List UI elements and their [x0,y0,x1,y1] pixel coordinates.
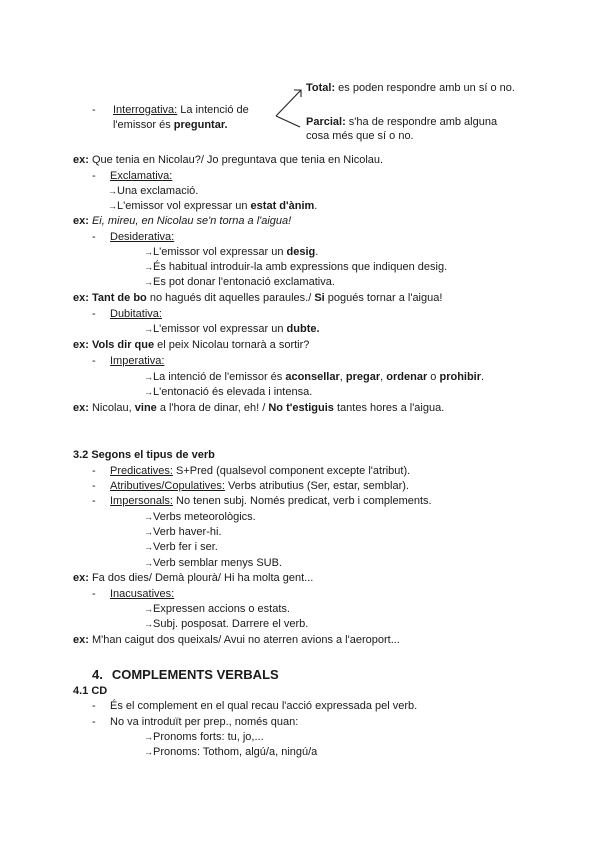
atributives-label: Atributives/Copulatives: [110,480,225,492]
arrow-icon: → [144,387,153,397]
arrow-icon: → [144,732,153,742]
item-text: Verb semblar menys SUB. [153,557,282,569]
ex-label: ex: [73,634,89,646]
imperativa-item-2 [144,386,312,399]
inacusatives-item-2 [144,618,308,631]
impersonals-item-1 [144,511,256,524]
interrogativa-label: Interrogativa: [113,104,178,116]
interrogativa-desc: La intenció de [177,104,249,116]
list-dash: - [92,716,96,728]
exclamativa-item-2 [108,200,317,213]
tant-de-bo-bold: Tant de bo [88,292,147,304]
parcial-label: Parcial: [306,116,346,128]
list-dash: - [92,104,96,116]
item-text: Pronoms: Tothom, algú/a, ningú/a [153,746,318,758]
impersonals-item-4 [144,557,282,570]
cd-item-2: No va introduït per prep., només quan: [110,716,299,728]
example-text: M'han caigut dos queixals/ Avui no aterren avions a l'aeroport... [88,634,400,646]
example-2 [73,215,291,228]
section-4-heading [92,667,279,683]
section-3-2-title: 3.2 Segons el tipus de verb [73,449,215,461]
item-text: Es pot donar l'entonació exclamativa. [153,276,335,288]
list-dash: - [92,480,96,492]
list-dash: - [92,465,96,477]
interrogativa-line1 [113,104,249,117]
example-4 [73,339,309,352]
arrow-icon: → [144,747,153,757]
example-text: a l'hora de dinar, eh! / [156,402,269,414]
cd-item-1: És el complement en el qual recau l'acció expressada pel verb. [110,700,418,712]
ex-label: ex: [73,154,89,166]
example-text: Fa dos dies/ Demà plourà/ Hi ha molta gent... [88,572,314,584]
no-testiguis-bold: No t'estiguis [268,402,334,414]
si-bold: Si [314,292,325,304]
list-dash: - [92,700,96,712]
item-text-end: . [481,371,485,383]
example-text: el peix Nicolau tornarà a sortir? [154,339,310,351]
item-text: Pronoms forts: tu, jo,... [153,731,264,743]
prohibir-bold: prohibir [439,371,482,383]
example-6 [73,572,313,585]
desiderativa-label: Desiderativa: [110,231,175,243]
example-text-end: tantes hores a l'aigua. [333,402,445,414]
sep: o [427,371,440,383]
desiderativa-item-1 [144,246,318,259]
list-dash: - [92,588,96,600]
arrow-line-total [276,90,301,116]
total-label: Total: [306,82,336,94]
parcial-line1 [306,116,497,129]
predicatives-line [110,465,410,478]
imperativa-label: Imperativa: [110,355,165,367]
imperativa-item-1 [144,371,484,384]
ex-label: ex: [73,292,89,304]
arrow-icon: → [144,247,153,257]
arrow-line-parcial [276,116,300,127]
example-5 [73,402,444,415]
example-text-end: pogués tornar a l'aigua! [324,292,443,304]
dubitativa-label: Dubitativa: [110,308,162,320]
dubte-bold: dubte. [286,323,320,335]
ex-label: ex: [73,339,89,351]
item-text: L'emissor vol expressar un [117,200,251,212]
exclamativa-label: Exclamativa: [110,170,173,182]
arrow-icon: → [144,527,153,537]
inacusatives-item-1 [144,603,290,616]
list-dash: - [92,495,96,507]
arrow-icon: → [144,277,153,287]
impersonals-text: No tenen subj. Només predicat, verb i complements. [172,495,432,507]
item-text-end: . [314,200,318,212]
arrow-icon: → [144,558,153,568]
parcial-text: s'ha de respondre amb alguna [345,116,498,128]
ex-label: ex: [73,215,89,227]
example-3 [73,292,442,305]
sep: , [339,371,346,383]
vols-dir-que-bold: Vols dir que [88,339,155,351]
list-dash: - [92,170,96,182]
predicatives-label: Predicatives: [110,465,173,477]
item-text-end: . [315,246,319,258]
vine-bold: vine [134,402,157,414]
ex-label: ex: [73,402,89,414]
item-text: Expressen accions o estats. [153,603,290,615]
arrow-icon: → [108,201,117,211]
item-text: Verbs meteorològics. [153,511,256,523]
parcial-line2: cosa més que sí o no. [306,130,414,142]
item-text: L'entonació és elevada i intensa. [153,386,313,398]
impersonals-line [110,495,432,508]
cd-subitem-1 [144,731,264,744]
section-number: 4. [92,667,103,682]
example-1 [73,154,383,167]
cd-subitem-2 [144,746,317,759]
example-text: Ei, mireu, en Nicolau se'n torna a l'aigua! [88,215,292,227]
arrow-icon: → [144,604,153,614]
arrow-icon: → [144,372,153,382]
impersonals-item-3 [144,541,218,554]
arrow-icon: → [144,262,153,272]
item-text: L'emissor vol expressar un [153,323,287,335]
ex-label: ex: [73,572,89,584]
example-7 [73,634,400,647]
section-4-1-title: 4.1 CD [73,685,108,697]
sep: , [380,371,387,383]
item-text: L'emissor vol expressar un [153,246,287,258]
desig-bold: desig [286,246,316,258]
total-line [306,82,515,95]
impersonals-label: Impersonals: [110,495,173,507]
ordenar-bold: ordenar [386,371,428,383]
item-text: Verb haver-hi. [153,526,222,538]
list-dash: - [92,308,96,320]
arrow-icon: → [144,542,153,552]
example-text: Que tenia en Nicolau?/ Jo preguntava que tenia en Nicolau. [88,154,384,166]
estat-anim-bold: estat d'ànim [250,200,315,212]
arrow-icon: → [144,512,153,522]
interrogativa-desc2: l'emissor és [113,119,174,131]
item-text: La intenció de l'emissor és [153,371,286,383]
list-dash: - [92,231,96,243]
example-text: Nicolau, [88,402,135,414]
dubitativa-item-1 [144,323,320,336]
arrow-icon: → [144,619,153,629]
arrow-icon: → [144,324,153,334]
aconsellar-bold: aconsellar [285,371,340,383]
arrow-icon: → [108,186,117,196]
predicatives-text: S+Pred (qualsevol component excepte l'atribut). [172,465,411,477]
exclamativa-item-1 [108,185,198,198]
desiderativa-item-2 [144,261,447,274]
pregar-bold: pregar [345,371,381,383]
atributives-text: Verbs atributius (Ser, estar, semblar). [224,480,409,492]
impersonals-item-2 [144,526,221,539]
example-text: no hagués dit aquelles paraules./ [146,292,315,304]
item-text: És habitual introduir-la amb expressions que indiquen desig. [153,261,448,273]
item-text: Subj. posposat. Darrere el verb. [153,618,309,630]
item-text: Verb fer i ser. [153,541,218,553]
interrogativa-line2 [113,119,228,132]
inacusatives-label: Inacusatives: [110,588,175,600]
item-text: Una exclamació. [117,185,199,197]
atributives-line [110,480,409,493]
preguntar-bold: preguntar. [173,119,228,131]
branch-arrows-diagram [0,0,600,160]
desiderativa-item-3 [144,276,335,289]
total-text: es poden respondre amb un sí o no. [335,82,515,94]
list-dash: - [92,355,96,367]
section-title: COMPLEMENTS VERBALS [111,667,279,682]
